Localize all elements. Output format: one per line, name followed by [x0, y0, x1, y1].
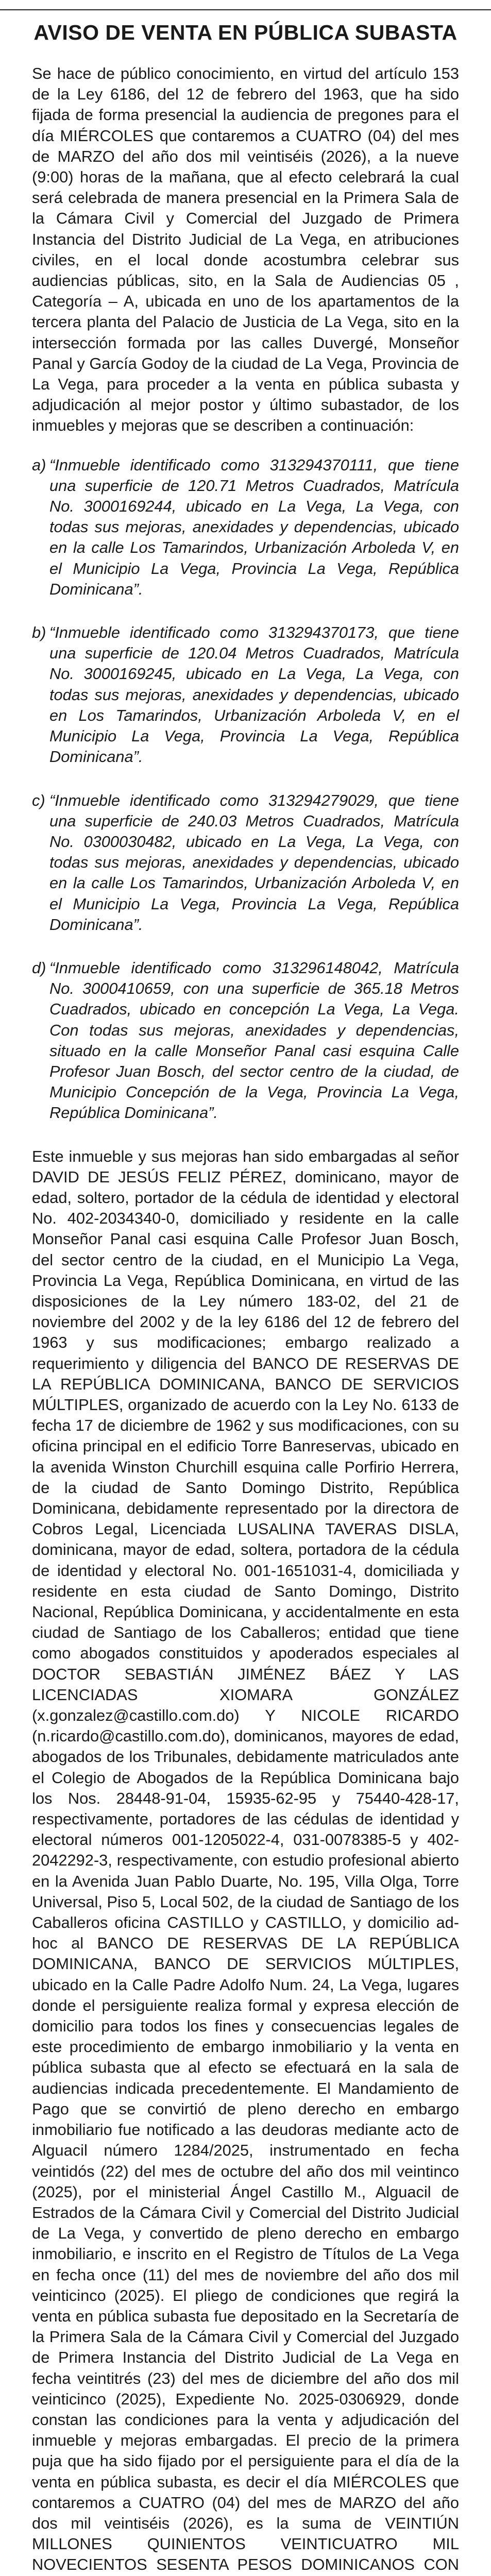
- property-label: d): [32, 958, 46, 977]
- body-paragraph: Este inmueble y sus mejoras han sido embargadas al señor DAVID DE JESÚS FELIZ PÉREZ, dominicano, mayor de edad, soltero, portador de la cédula de identidad y electoral No. 402-2034340-0, domiciliado y residente en la calle Monseñor Panal casi esquina Calle Profesor Juan Bosch, del sector centro de la ciudad, en el Municipio La Vega, Provincia La Vega, República Dominicana, en virtud de las disposiciones de la Ley número 183-02, del 21 de noviembre del 2002 y de la ley 6186 del 12 de febrero del 1963 y sus modificaciones; embargo realizado a requerimiento y diligencia del BANCO DE RESERVAS DE LA REPÚBLICA DOMINICANA, BANCO DE SERVICIOS MÚLTIPLES, organizado de acuerdo con la Ley No. 6133 de fecha 17 de diciembre de 1962 y sus modificaciones, con su oficina principal en el edificio Torre Banreservas, ubicado en la avenida Winston Churchill esquina calle Porfirio Herrera, de la ciudad de Santo Domingo Distrito, República Dominicana, debidamente representado por la directora de Cobros Legal, Licenciada LUSALINA TAVERAS DISLA, dominicana, mayor de edad, soltera, portadora de la cédula de identidad y electoral No. 001-1651031-4, domiciliada y residente en esta ciudad de Santo Domingo, Distrito Nacional, República Dominicana, y accidentalmente en esta ciudad de Santiago de los Caballeros; entidad que tiene como abogados constituidos y apoderados especiales al DOCTOR SEBASTIÁN JIMÉNEZ BÁEZ Y LAS LICENCIADAS XIOMARA GONZÁLEZ (x.gonzalez@castillo.com.do) Y NICOLE RICARDO (n.ricardo@castillo.com.do), dominicanos, mayores de edad, abogados de los Tribunales, debidamente matriculados ante el Colegio de Abogados de la República Dominicana bajo los Nos. 28448-91-04, 15935-62-95 y 75440-428-17, respectivamente, portadores de las cédulas de identidad y electoral números 001-1205022-4, 031-0078385-5 y 402-2042292-3, respectivamente, con estudio profesional abierto en la Avenida Juan Pablo Duarte, No. 195, Villa Olga, Torre Universal, Piso 5, Local 502, de la ciudad de Santiago de los Caballeros oficina CASTILLO y CASTILLO, y domicilio ad-hoc al BANCO DE RESERVAS DE LA REPÚBLICA DOMINICANA, BANCO DE SERVICIOS MÚLTIPLES, ubicado en la Calle Padre Adolfo Num. 24, La Vega, lugares donde el persiguiente realiza formal y expresa elección de domicilio para todos los fines y consecuencias legales de este procedimiento de embargo inmobiliario y la venta en pública subasta que al efecto se efectuará en la sala de audiencias indicada precedentemente. El Mandamiento de Pago que se convirtió de pleno derecho en embargo inmobiliario fue notificado a las deudoras mediante acto de Alguacil número 1284/2025, instrumentado en fecha veintidós (22) del mes de octubre del año dos mil veintinco (2025), por el ministerial Ángel Castillo M., Alguacil de Estrados de la Cámara Civil y Comercial del Distrito Judicial de La Vega, y convertido de pleno derecho en embargo inmobiliario, e inscrito en el Registro de Títulos de La Vega en fecha once (11) del mes de noviembre del año dos mil veinticinco (2025). El pliego de condiciones que regirá la venta en pública subasta fue depositado en la Secretaría de la Primera Sala de la Cámara Civil y Comercial del Juzgado de Primera Instancia del Distrito Judicial de La Vega en fecha veintitrés (23) del mes de diciembre del año dos mil veinticinco (2025), Expediente No. 2025-0306929, donde constan las condiciones para la venta y adjudicación del inmueble y mejoras embargadas. El precio de la primera puja que ha sido fijado por el persiguiente para el día de la venta en pública subasta, es decir el día MIÉRCOLES que contaremos a CUATRO (04) del mes de MARZO del año dos mil veintiséis (2026), es la suma de VEINTIÚN MILLONES QUINIENTOS VEINTICUATRO MIL NOVECIENTOS SESENTA PESOS DOMINICANOS CON: [32, 1147, 459, 2574]
- property-list: [32, 455, 459, 1124]
- notice-title: AVISO DE VENTA EN PÚBLICA SUBASTA: [33, 21, 458, 44]
- property-item-c: [32, 790, 459, 935]
- property-item-d: [32, 958, 459, 1124]
- property-item-a: [32, 455, 459, 600]
- intro-paragraph: Se hace de público conocimiento, en virtud del artículo 153 de la Ley 6186, del 12 de febrero del 1963, que ha sido fijada de forma presencial la audiencia de pregones para el día MIÉRCOLES que contaremos a CUATRO (04) del mes de MARZO del año dos mil veintiséis (2026), a la nueve (9:00) horas de la mañana, que al efecto celebrará la cual será celebrada de manera presencial en la Primera Sala de la Cámara Civil y Comercial del Juzgado de Primera Instancia del Distrito Judicial de La Vega, en atribuciones civiles, en el local donde acostumbra celebrar sus audiencias públicas, sito, en la Sala de Audiencias 05 , Categoría – A, ubicada en uno de los apartamentos de la tercera planta del Palacio de Justicia de La Vega, sito en la intersección formada por las calles Duvergé, Monseñor Panal y García Godoy de la ciudad de La Vega, Provincia de La Vega, para proceder a la venta en pública subasta y adjudicación al mejor postor y último subastador, de los inmuebles y mejoras que se describen a continuación:: [32, 64, 459, 435]
- property-label: a): [32, 455, 46, 474]
- property-description: “Inmueble identificado como 313294370111, que tiene una superficie de 120.71 Metros Cuadrados, Matrícula No. 3000169244, ubicado en La Vega, La Vega, con todas sus mejoras, anexidades y dependencias, ubicado en la calle Los Tamarindos, Urbanización Arboleda V, en el Municipio La Vega, Provincia La Vega, República Dominicana”.: [49, 455, 459, 598]
- property-item-b: [32, 622, 459, 767]
- property-description: “Inmueble identificado como 313294279029, que tiene una superficie de 240.03 Metros Cuadrados, Matrícula No. 0300030482, ubicado en La Vega, La Vega, con todas sus mejoras, anexidades y dependencias, ubicado en la calle Los Tamarindos, Urbanización Arboleda V, en el Municipio La Vega, Provincia La Vega, República Dominicana”.: [49, 791, 459, 934]
- property-label: b): [32, 623, 46, 642]
- property-description: “Inmueble identificado como 313296148042, Matrícula No. 3000410659, con una superficie de 365.18 Metros Cuadrados, ubicado en concepción La Vega, La Vega. Con todas sus mejoras, anexidades y dependencias, situado en la calle Monseñor Panal casi esquina Calle Profesor Juan Bosch, del sector centro de la ciudad, de Municipio Concepción de la Vega, Provincia La Vega, República Dominicana”.: [49, 958, 459, 1122]
- property-label: c): [32, 791, 45, 809]
- property-description: “Inmueble identificado como 313294370173, que tiene una superficie de 120.04 Metros Cuadrados, Matrícula No. 3000169245, ubicado en La Vega, La Vega, con todas sus mejoras, anexidades y dependencias, ubicado en Los Tamarindos, Urbanización Arboleda V, en el Municipio La Vega, Provincia La Vega, República Dominicana”.: [49, 623, 459, 766]
